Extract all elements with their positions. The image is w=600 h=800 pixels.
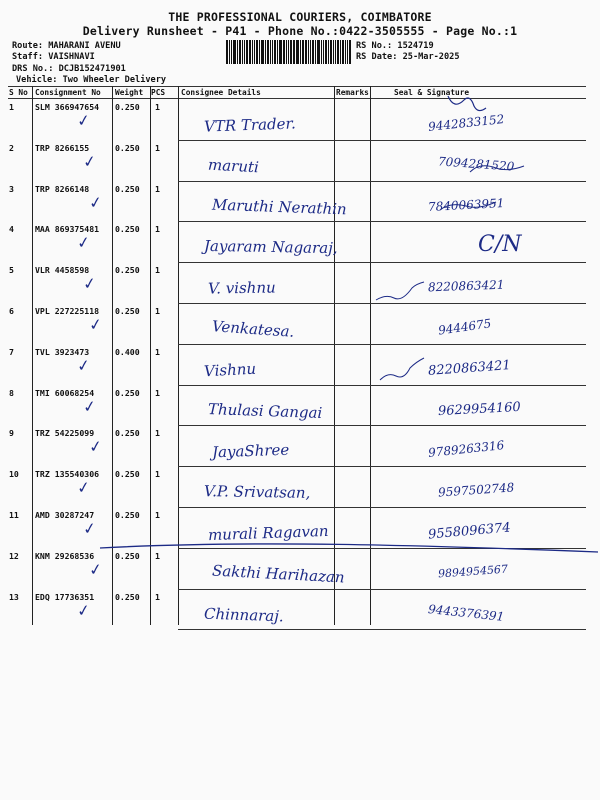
barcode-bar bbox=[286, 40, 287, 64]
row-consignment-no: AMD 30287247 bbox=[35, 510, 95, 520]
row-consignment-no: TMI 60068254 bbox=[35, 387, 95, 398]
row-consignee-handwritten: V.P. Srivatsan, bbox=[203, 482, 311, 503]
row-sno: 12 bbox=[9, 550, 19, 561]
row-consignee-handwritten: VTR Trader. bbox=[203, 114, 297, 136]
header-pcs: PCS bbox=[151, 88, 166, 97]
staff-value: VAISHNAVI bbox=[48, 52, 95, 62]
header-consignment: Consignment No bbox=[35, 88, 101, 97]
row-divider bbox=[178, 385, 586, 386]
row-consignment-no: TRZ 54225099 bbox=[35, 428, 95, 439]
table-header-rule bbox=[8, 98, 586, 99]
barcode-bar bbox=[246, 40, 248, 64]
row-pcs: 1 bbox=[155, 469, 160, 480]
row-consignee-handwritten: JayaShree bbox=[211, 441, 290, 462]
barcode-bar bbox=[310, 40, 311, 64]
row-pcs: 1 bbox=[155, 591, 160, 602]
barcode-bar bbox=[333, 40, 334, 64]
barcode-bar bbox=[237, 40, 238, 64]
staff-label: Staff: bbox=[12, 52, 44, 62]
row-divider bbox=[178, 425, 586, 426]
col-divider bbox=[370, 86, 371, 625]
row-seal-signature: 7840063951 bbox=[427, 195, 505, 214]
barcode-bar bbox=[279, 40, 282, 64]
barcode-bar bbox=[315, 40, 316, 64]
row-consignee-handwritten: Maruthi Nerathin bbox=[211, 195, 347, 218]
row-sno: 9 bbox=[9, 428, 14, 439]
header-sno: S No bbox=[9, 88, 28, 97]
barcode-bar bbox=[259, 40, 260, 64]
barcode-bar bbox=[254, 40, 255, 64]
row-weight: 0.250 bbox=[115, 510, 140, 520]
barcode-bar bbox=[283, 40, 285, 64]
barcode-bar bbox=[256, 40, 258, 64]
barcode-bar bbox=[226, 40, 228, 64]
barcode-bar bbox=[270, 40, 271, 64]
row-pcs: 1 bbox=[155, 428, 160, 439]
row-seal-signature: 9442833152 bbox=[427, 112, 505, 134]
row-weight: 0.250 bbox=[115, 102, 140, 112]
barcode-bar bbox=[249, 40, 252, 64]
row-sno: 4 bbox=[9, 224, 14, 235]
row-pcs: 1 bbox=[155, 346, 160, 357]
barcode-bar bbox=[330, 40, 332, 64]
row-seal-signature: 8220863421 bbox=[427, 357, 512, 379]
row-consignee-handwritten: maruti bbox=[207, 155, 260, 177]
barcode-bar bbox=[261, 40, 264, 64]
row-weight: 0.250 bbox=[115, 183, 140, 194]
row-consignee-handwritten: murali Ragavan bbox=[207, 521, 329, 545]
row-sno: 8 bbox=[9, 387, 14, 398]
row-weight: 0.400 bbox=[115, 346, 140, 357]
row-divider bbox=[178, 589, 586, 590]
row-sno: 2 bbox=[9, 142, 14, 153]
barcode-bar bbox=[239, 40, 241, 64]
barcode-bar bbox=[345, 40, 346, 64]
barcode-bar bbox=[340, 40, 341, 64]
row-consignee-handwritten: Sakthi Harihazan bbox=[211, 561, 346, 587]
row-divider bbox=[178, 466, 586, 467]
barcode-bar bbox=[337, 40, 340, 64]
row-seal-signature: 9789263316 bbox=[427, 438, 505, 461]
row-consignment-no: TVL 3923473 bbox=[35, 346, 90, 357]
drs-value: DCJB152471901 bbox=[58, 64, 126, 74]
barcode-bar bbox=[300, 40, 301, 64]
row-pcs: 1 bbox=[155, 102, 160, 112]
rs-no-value: 1524719 bbox=[397, 41, 434, 51]
barcode-bar bbox=[233, 40, 236, 64]
row-consignment-no: TRP 8266148 bbox=[35, 183, 90, 194]
row-sno: 11 bbox=[9, 510, 19, 520]
barcode-bar bbox=[231, 40, 232, 64]
runsheet-subtitle: Delivery Runsheet - P41 - Phone No.:0422-3505555 - Page No.:1 bbox=[82, 24, 518, 38]
check-mark-icon: ✓ bbox=[88, 313, 103, 336]
barcode-bar bbox=[325, 40, 327, 64]
barcode-bar bbox=[305, 40, 307, 64]
barcode-bar bbox=[267, 40, 269, 64]
barcode-bar bbox=[302, 40, 304, 64]
barcode-bar bbox=[272, 40, 273, 64]
row-sno: 5 bbox=[9, 265, 14, 276]
check-mark-icon: ✓ bbox=[76, 476, 91, 499]
row-consignment-no: TRZ 135540306 bbox=[35, 469, 100, 480]
check-mark-icon: ✓ bbox=[82, 272, 97, 295]
barcode-bar bbox=[296, 40, 299, 64]
barcode-bar bbox=[229, 40, 230, 64]
row-divider bbox=[178, 262, 586, 263]
row-weight: 0.250 bbox=[115, 469, 140, 480]
check-mark-icon: ✓ bbox=[76, 354, 91, 377]
barcode-bar bbox=[274, 40, 276, 64]
row-sno: 3 bbox=[9, 183, 14, 194]
check-mark-icon: ✓ bbox=[82, 517, 97, 540]
runsheet-table bbox=[8, 86, 586, 631]
row-weight: 0.250 bbox=[115, 224, 140, 235]
row-divider bbox=[178, 548, 586, 549]
header-consignee: Consignee Details bbox=[181, 88, 261, 97]
header-seal: Seal & Signature bbox=[394, 88, 470, 97]
barcode-bar bbox=[349, 40, 351, 64]
table-top-rule bbox=[8, 86, 586, 87]
barcode-bar bbox=[347, 40, 348, 64]
row-consignee-handwritten: Chinnaraj. bbox=[203, 604, 285, 625]
barcode-bar bbox=[321, 40, 322, 64]
row-pcs: 1 bbox=[155, 510, 160, 520]
barcode-bar bbox=[290, 40, 292, 64]
row-consignee-handwritten: V. vishnu bbox=[207, 278, 276, 298]
header-remarks: Remarks bbox=[336, 88, 369, 97]
rs-no-line bbox=[356, 41, 434, 51]
row-seal-signature: 9894954567 bbox=[437, 562, 509, 581]
vehicle-value: Two Wheeler Delivery bbox=[62, 75, 167, 85]
row-pcs: 1 bbox=[155, 183, 160, 194]
row-seal-signature: 9597502748 bbox=[437, 480, 515, 500]
row-consignee-handwritten: Jayaram Nagaraj, bbox=[203, 237, 338, 258]
row-consignee-handwritten: Venkatesa. bbox=[211, 317, 295, 341]
vehicle-label: Vehicle: bbox=[16, 75, 58, 85]
barcode-bar bbox=[312, 40, 314, 64]
row-consignment-no: EDQ 17736351 bbox=[35, 591, 95, 602]
row-pcs: 1 bbox=[155, 550, 160, 561]
row-consignment-no: VLR 4458598 bbox=[35, 265, 90, 276]
staff-line bbox=[12, 52, 95, 62]
barcode-bar bbox=[308, 40, 309, 64]
row-pcs: 1 bbox=[155, 265, 160, 276]
row-sno: 10 bbox=[9, 469, 19, 480]
row-consignee-handwritten: Vishnu bbox=[203, 359, 257, 381]
row-pcs: 1 bbox=[155, 306, 160, 316]
vehicle-line bbox=[16, 75, 166, 85]
row-consignment-no: MAA 869375481 bbox=[35, 224, 100, 235]
row-consignment-no: VPL 227225118 bbox=[35, 306, 100, 316]
barcode-bar bbox=[335, 40, 336, 64]
row-weight: 0.250 bbox=[115, 591, 140, 602]
col-divider bbox=[334, 86, 335, 625]
route-label: Route: bbox=[12, 41, 44, 51]
check-mark-icon: ✓ bbox=[82, 150, 97, 173]
row-weight: 0.250 bbox=[115, 387, 140, 398]
row-divider bbox=[178, 629, 586, 630]
col-divider bbox=[178, 86, 179, 625]
company-title: THE PROFESSIONAL COURIERS, COIMBATORE bbox=[168, 10, 432, 24]
row-weight: 0.250 bbox=[115, 428, 140, 439]
row-divider bbox=[178, 221, 586, 222]
row-seal-signature: 9558096374 bbox=[427, 520, 512, 543]
row-consignment-no: TRP 8266155 bbox=[35, 142, 90, 153]
row-weight: 0.250 bbox=[115, 550, 140, 561]
row-sno: 1 bbox=[9, 102, 14, 112]
row-pcs: 1 bbox=[155, 142, 160, 153]
col-divider bbox=[150, 86, 151, 625]
row-weight: 0.250 bbox=[115, 306, 140, 316]
runsheet-barcode bbox=[226, 40, 352, 64]
row-seal-signature: 9444675 bbox=[437, 316, 493, 338]
barcode-bar bbox=[317, 40, 320, 64]
col-divider bbox=[112, 86, 113, 625]
barcode-bar bbox=[252, 40, 253, 64]
row-divider bbox=[178, 507, 586, 508]
rs-date-line bbox=[356, 52, 460, 62]
row-divider bbox=[178, 303, 586, 304]
barcode-bar bbox=[244, 40, 245, 64]
check-mark-icon: ✓ bbox=[88, 558, 103, 581]
row-seal-signature: 9629954160 bbox=[437, 399, 522, 419]
row-consignment-no: SLM 366947654 bbox=[35, 102, 100, 112]
row-divider bbox=[178, 181, 586, 182]
check-mark-icon: ✓ bbox=[82, 394, 97, 418]
row-seal-signature: 7094281520 bbox=[437, 154, 515, 174]
check-mark-icon: ✓ bbox=[76, 109, 91, 132]
check-mark-icon: ✓ bbox=[76, 231, 91, 255]
row-weight: 0.250 bbox=[115, 142, 140, 153]
drs-line bbox=[12, 64, 126, 74]
row-seal-signature: 8220863421 bbox=[427, 277, 505, 295]
row-seal-signature: C/N bbox=[478, 232, 522, 258]
rs-no-label: RS No.: bbox=[356, 41, 393, 51]
row-sno: 6 bbox=[9, 306, 14, 316]
row-pcs: 1 bbox=[155, 224, 160, 235]
barcode-bar bbox=[242, 40, 243, 64]
row-seal-signature: 9443376391 bbox=[427, 601, 505, 624]
barcode-bar bbox=[277, 40, 278, 64]
row-divider bbox=[178, 344, 586, 345]
row-weight: 0.250 bbox=[115, 265, 140, 276]
row-sno: 13 bbox=[9, 591, 19, 602]
route-line bbox=[12, 41, 121, 51]
check-mark-icon: ✓ bbox=[88, 435, 103, 459]
col-divider bbox=[32, 86, 33, 625]
check-mark-icon: ✓ bbox=[88, 190, 103, 214]
row-pcs: 1 bbox=[155, 387, 160, 398]
row-sno: 7 bbox=[9, 346, 14, 357]
row-consignee-handwritten: Thulasi Gangai bbox=[207, 399, 323, 422]
drs-label: DRS No.: bbox=[12, 64, 54, 74]
barcode-bar bbox=[323, 40, 324, 64]
barcode-bar bbox=[294, 40, 295, 64]
rs-date-value: 25-Mar-2025 bbox=[402, 52, 460, 62]
rs-date-label: RS Date: bbox=[356, 52, 398, 62]
barcode-bar bbox=[288, 40, 289, 64]
barcode-bar bbox=[293, 40, 294, 64]
route-value: MAHARANI AVENU bbox=[48, 41, 121, 51]
row-consignment-no: KNM 29268536 bbox=[35, 550, 95, 561]
barcode-bar bbox=[265, 40, 266, 64]
header-weight: Weight bbox=[115, 88, 144, 97]
barcode-bar bbox=[342, 40, 344, 64]
barcode-bar bbox=[328, 40, 329, 64]
check-mark-icon: ✓ bbox=[76, 598, 91, 622]
row-divider bbox=[178, 140, 586, 141]
